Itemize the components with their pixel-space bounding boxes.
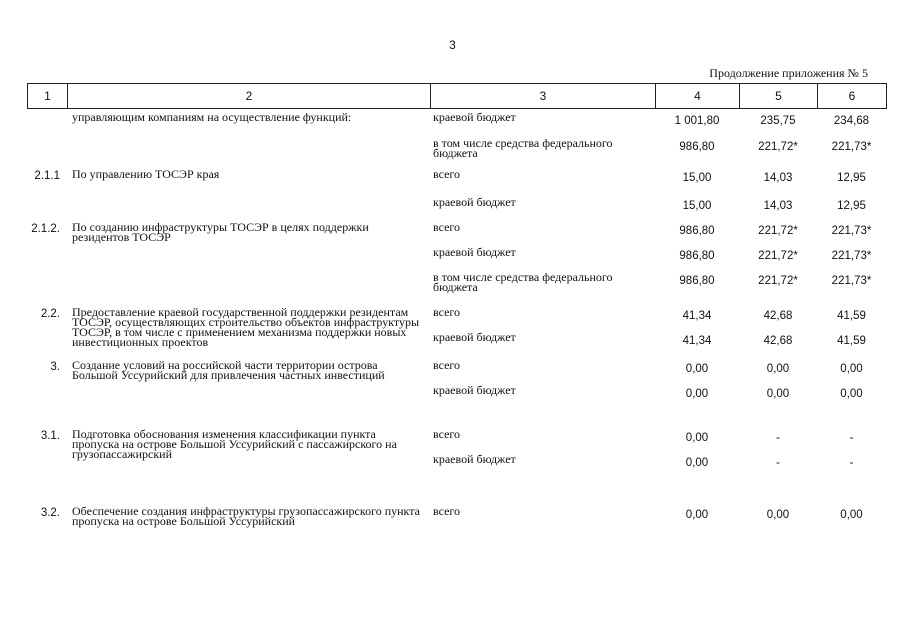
row-name: Предоставление краевой государственной поддержки резидентам ТОСЭР, осуществляющих строительство объектов инфраструктуры ТОСЭР, в том числе с применением механизма поддержки новых инвестиционных проектов [72,305,420,349]
row-value-col5: 42,68 [763,310,793,322]
table-row [27,168,886,196]
column-header-5: 5 [740,84,818,109]
row-value-col6: 0,00 [840,509,863,521]
row-funding-source: краевой бюджет [433,195,516,209]
row-name: По управлению ТОСЭР края [72,167,220,181]
column-header-table [27,83,887,109]
row-funding-source: краевой бюджет [433,452,516,466]
table-row [27,221,886,246]
row-number [27,137,67,168]
row-name [67,137,430,168]
table-row [27,196,886,221]
column-header-row [28,84,887,109]
row-funding-source: в том числе средства федерального бюджета [433,270,613,294]
row-funding-source: в том числе средства федерального бюджета [433,136,613,160]
row-value-col6: 0,00 [840,363,863,375]
row-name: По созданию инфраструктуры ТОСЭР в целях поддержки резидентов ТОСЭР [72,220,369,244]
row-value-col5: 0,00 [766,363,790,375]
row-value-col6: 234,68 [833,115,870,127]
row-value-col5: - [776,457,780,469]
table-row [27,384,886,428]
row-value-col6: - [849,457,854,469]
row-number [27,196,67,221]
row-funding-source: всего [433,358,461,372]
table-row [27,428,886,453]
page-number: 3 [449,38,456,52]
row-value-col5: - [776,432,780,444]
column-header-3: 3 [431,84,656,109]
row-value-col4: 986,80 [679,250,715,262]
row-value-col6: 41,59 [837,335,866,347]
row-number: 2.1.2. [31,223,60,235]
row-number [27,331,67,359]
row-funding-source: краевой бюджет [433,330,516,344]
row-value-col5: 0,00 [766,509,790,521]
row-value-col5: 0,00 [766,388,790,400]
row-number: 2.2. [40,308,60,320]
row-value-col4: 986,80 [679,225,715,237]
row-value-col5: 235,75 [760,115,796,127]
table-row [27,505,886,535]
row-number: 3.1. [40,430,60,442]
row-value-col4: 15,00 [682,200,712,212]
column-header-4: 4 [656,84,740,109]
row-name: Создание условий на российской части территории острова Большой Уссурийский для привлечения частных инвестиций [72,358,385,382]
table-row [27,111,886,137]
row-value-col6: 41,59 [837,310,866,322]
table-row [27,306,886,331]
row-number [27,246,67,271]
row-value-col5: 221,72* [758,141,798,153]
table-row [27,137,886,168]
row-value-col4: 15,00 [682,172,712,184]
column-header-6: 6 [818,84,887,109]
row-value-col4: 1 001,80 [674,115,720,127]
row-value-col5: 221,72* [758,250,798,262]
row-value-col4: 0,00 [685,457,709,469]
row-name [67,271,430,306]
row-value-col4: 41,34 [682,335,712,347]
row-funding-source: краевой бюджет [433,245,516,259]
row-value-col4: 41,34 [682,310,712,322]
row-value-col5: 14,03 [763,200,793,212]
appendix-continuation-label: Продолжение приложения № 5 [709,66,868,80]
row-number [27,111,67,137]
row-funding-source: всего [433,427,461,441]
row-number: 3.2. [40,507,60,519]
row-value-col4: 0,00 [685,363,709,375]
row-value-col6: 12,95 [837,172,866,184]
row-funding-source: всего [433,305,461,319]
row-value-col6: 0,00 [840,388,863,400]
row-value-col6: - [849,432,854,444]
row-name [67,246,430,271]
row-value-col5: 14,03 [763,172,793,184]
table-row [27,271,886,306]
row-number [27,271,67,306]
row-funding-source: всего [433,220,461,234]
row-value-col6: 221,73* [831,225,872,237]
row-number: 3. [50,361,60,373]
row-value-col6: 12,95 [837,200,866,212]
row-value-col4: 986,80 [679,141,715,153]
row-funding-source: всего [433,167,461,181]
row-funding-source: всего [433,504,461,518]
row-name [67,384,430,428]
row-number: 2.1.1 [34,170,60,182]
row-value-col4: 986,80 [679,275,715,287]
column-header-2: 2 [68,84,431,109]
row-name: Обеспечение создания инфраструктуры грузопассажирского пункта пропуска на острове Большой Уссурийский [72,504,420,528]
row-value-col4: 0,00 [685,432,709,444]
row-funding-source: краевой бюджет [433,110,516,124]
row-value-col5: 42,68 [763,335,793,347]
row-value-col6: 221,73* [831,275,872,287]
table-row [27,246,886,271]
row-name: управляющим компаниям на осуществление функций: [72,110,352,124]
table-row [27,359,886,384]
row-funding-source: краевой бюджет [433,383,516,397]
row-value-col6: 221,73* [831,141,872,153]
budget-table [27,111,886,535]
row-value-col5: 221,72* [758,225,798,237]
column-header-1: 1 [28,84,68,109]
row-value-col4: 0,00 [685,388,709,400]
row-value-col5: 221,72* [758,275,798,287]
row-number [27,384,67,428]
row-name [67,196,430,221]
row-value-col4: 0,00 [685,509,709,521]
row-name: Подготовка обоснования изменения классификации пункта пропуска на острове Большой Уссурийский с пассажирского на грузопассажирский [72,427,397,461]
row-number [27,453,67,505]
row-value-col6: 221,73* [831,250,872,262]
